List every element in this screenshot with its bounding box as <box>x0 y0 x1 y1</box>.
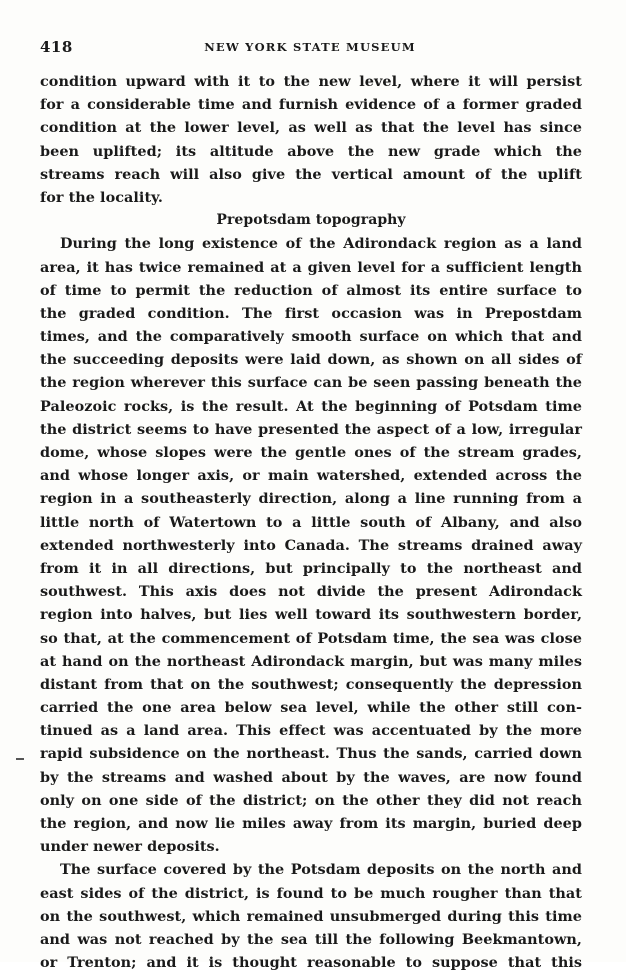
text-line: little north of Watertown to a little south of Albany, and also <box>40 513 582 531</box>
text-line: condition upward with it to the new level, where it will persist <box>40 73 582 90</box>
text-line: extended northwesterly into Canada. The streams drained away <box>40 536 582 554</box>
text-line: the region, and now lie miles away from its margin, buried deep <box>40 815 582 832</box>
text-line: east sides of the district, is found to be much rougher than that <box>40 884 582 902</box>
text-line: on the southwest, which remained unsubmerged during this time <box>40 907 582 925</box>
text-line: condition at the lower level, as well as that the level has since <box>40 119 582 137</box>
text-line: rapid subsidence on the northeast. Thus the sands, carried down <box>40 745 582 763</box>
text-line: of time to permit the reduction of almost its entire surface to <box>40 281 582 299</box>
text-line: the region wherever this surface can be seen passing beneath the <box>40 374 582 392</box>
text-line: and was not reached by the sea till the following Beekmantown, <box>40 930 582 948</box>
text-line: the succeeding deposits were laid down, as shown on all sides of <box>40 351 582 369</box>
text-line: During the long existence of the Adirondack region as a land <box>60 235 582 253</box>
text-line: at hand on the northeast Adirondack margin, but was many miles <box>40 652 582 670</box>
text-line: area, it has twice remained at a given level for a sufficient length <box>40 258 582 276</box>
text-line: region into halves, but lies well toward its southwestern border, <box>40 606 582 624</box>
text-line: so that, at the commencement of Potsdam time, the sea was close <box>40 629 582 647</box>
text-line: under newer deposits. <box>40 838 220 856</box>
page-header <box>40 38 580 58</box>
text-line: and whose longer axis, or main watershed, extended across the <box>40 467 582 485</box>
text-line: for a considerable time and furnish evidence of a former graded <box>40 96 582 114</box>
running-head: NEW YORK STATE MUSEUM <box>204 40 416 54</box>
text-line: the district seems to have presented the aspect of a low, irregular <box>40 420 582 438</box>
body-text <box>40 70 582 974</box>
paragraph-1 <box>40 70 582 209</box>
text-line: the graded condition. The first occasion was in Prepostdam <box>40 304 582 322</box>
paragraph-2 <box>40 232 582 858</box>
text-line: region in a southeasterly direction, along a line running from a <box>40 490 582 508</box>
text-line: dome, whose slopes were the gentle ones of the stream grades, <box>40 444 582 461</box>
text-line: only on one side of the district; on the other they did not reach <box>40 791 582 809</box>
paragraph-3 <box>40 858 582 974</box>
text-line: from it in all directions, but principally to the northeast and <box>40 559 582 577</box>
section-heading: Prepotsdam topography <box>216 212 406 229</box>
text-line: or Trenton; and it is thought reasonable to suppose that this <box>40 954 582 972</box>
text-line: times, and the comparatively smooth surface on which that and <box>40 328 582 346</box>
text-line: Paleozoic rocks, is the result. At the beginning of Potsdam time <box>40 397 582 415</box>
margin-mark <box>16 758 24 760</box>
text-line: streams reach will also give the vertical amount of the uplift <box>40 165 582 183</box>
text-line: southwest. This axis does not divide the present Adirondack <box>40 583 582 601</box>
text-line: distant from that on the southwest; consequently the depression <box>40 675 582 693</box>
text-line: carried the one area below sea level, while the other still con- <box>40 699 582 717</box>
text-line: for the locality. <box>40 188 163 206</box>
text-line: tinued as a land area. This effect was accentuated by the more <box>40 722 582 740</box>
text-line: by the streams and washed about by the waves, are now found <box>40 768 582 786</box>
text-line: been uplifted; its altitude above the new grade which the <box>40 142 582 160</box>
page-number: 418 <box>40 38 73 56</box>
text-line: The surface covered by the Potsdam deposits on the north and <box>60 861 582 879</box>
